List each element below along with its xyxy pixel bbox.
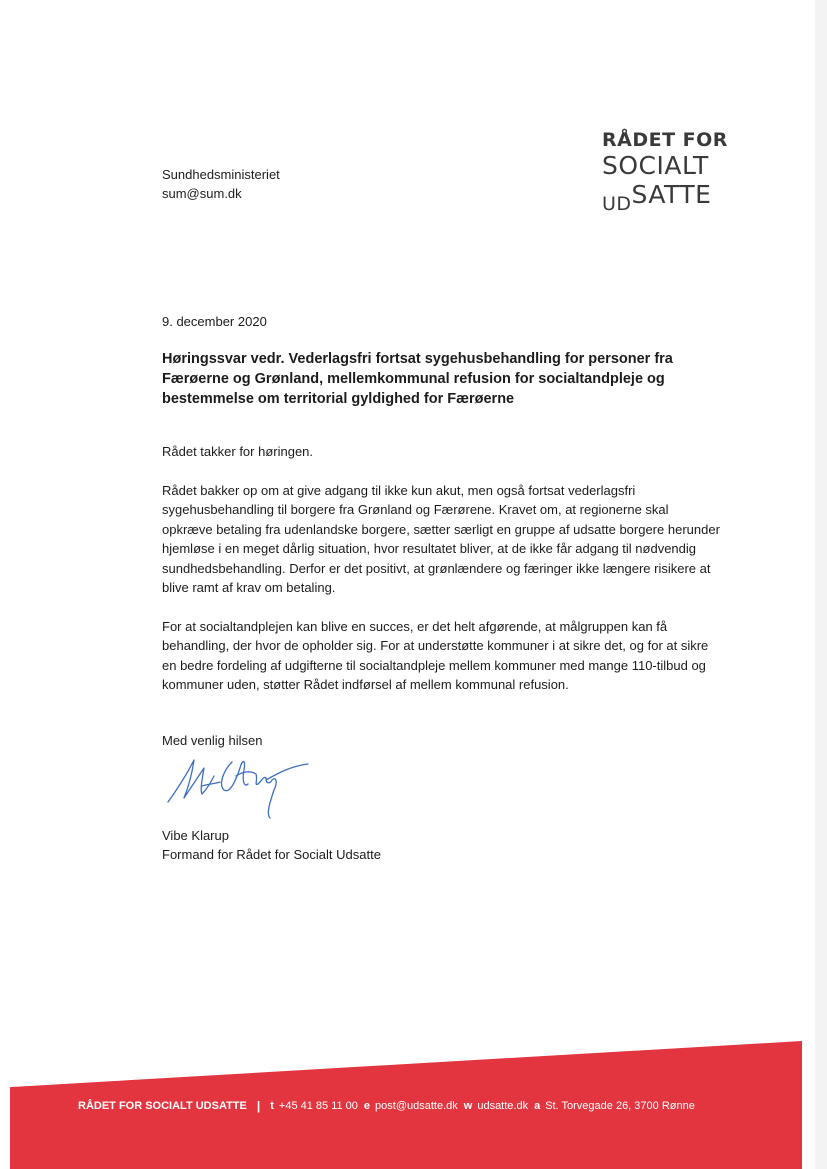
recipient-name: Sundhedsministeriet	[162, 167, 280, 182]
letter-subject: Høringssvar vedr. Vederlagsfri fortsat sygehusbehandling for personer fra Færøerne og Grønland, mellemkommunal refusion for socialtandpleje og bestemmelse om territorial gyldighed for Færøerne	[162, 351, 673, 407]
signer-block	[162, 826, 381, 864]
handwritten-signature	[162, 750, 312, 825]
logo-line-3	[602, 180, 728, 215]
paragraph: For at socialtandplejen kan blive en succes, er det helt afgørende, at målgruppen kan få behandling, der hvor de opholder sig. For at understøtte kommuner i at sikre det, og for at sikre en bedre fordeling af udgifterne til socialtandpleje mellem kommuner med mange 110-tilbud og kommuner uden, støtter Rådet indførsel af mellem kommunal refusion.	[162, 618, 709, 692]
logo-satte: SATTE	[631, 180, 712, 209]
organization-logo	[602, 128, 728, 215]
letter-body	[162, 442, 722, 714]
recipient-email: sum@sum.dk	[162, 186, 242, 201]
footer-org-name: RÅDET FOR SOCIALT UDSATTE	[78, 1100, 247, 1112]
footer-address: St. Torvegade 26, 3700 Rønne	[545, 1100, 695, 1112]
footer-separator: |	[256, 1099, 261, 1113]
footer-phone: +45 41 85 11 00	[278, 1100, 358, 1112]
email-key: e	[363, 1100, 371, 1112]
paragraph: Rådet bakker op om at give adgang til ikke kun akut, men også fortsat vederlagsfri sygehusbehandling til borgere fra Grønland og Færørene. Kravet om, at regionerne skal opkræve betaling fra udenlandske borgere, sætter særligt en gruppe af udsatte borgere herunder hjemløse i en meget dårlig situation, hvor resultatet bliver, at de ikke får adgang til nødvendig sundhedsbehandling. Derfor er det positivt, at grønlændere og færinger ikke længere risikere at blive ramt af krav om betaling.	[162, 482, 720, 595]
logo-ud: UD	[602, 193, 632, 215]
footer-contact	[78, 1099, 695, 1113]
phone-key: t	[270, 1100, 274, 1112]
signer-name: Vibe Klarup	[162, 828, 229, 843]
address-key: a	[534, 1100, 541, 1112]
footer-web[interactable]: udsatte.dk	[477, 1100, 529, 1112]
letter-date: 9. december 2020	[162, 314, 267, 329]
closing-greeting: Med venlig hilsen	[162, 733, 263, 748]
web-key: w	[463, 1100, 473, 1112]
page-edge-shadow	[815, 0, 827, 1169]
logo-line-1: RÅDET FOR	[602, 129, 728, 151]
logo-line-2: SOCIALT	[602, 151, 709, 180]
paragraph: Rådet takker for høringen.	[162, 444, 314, 459]
recipient-block	[162, 165, 280, 203]
signer-title: Formand for Rådet for Socialt Udsatte	[162, 847, 381, 862]
footer-email[interactable]: post@udsatte.dk	[375, 1100, 458, 1112]
